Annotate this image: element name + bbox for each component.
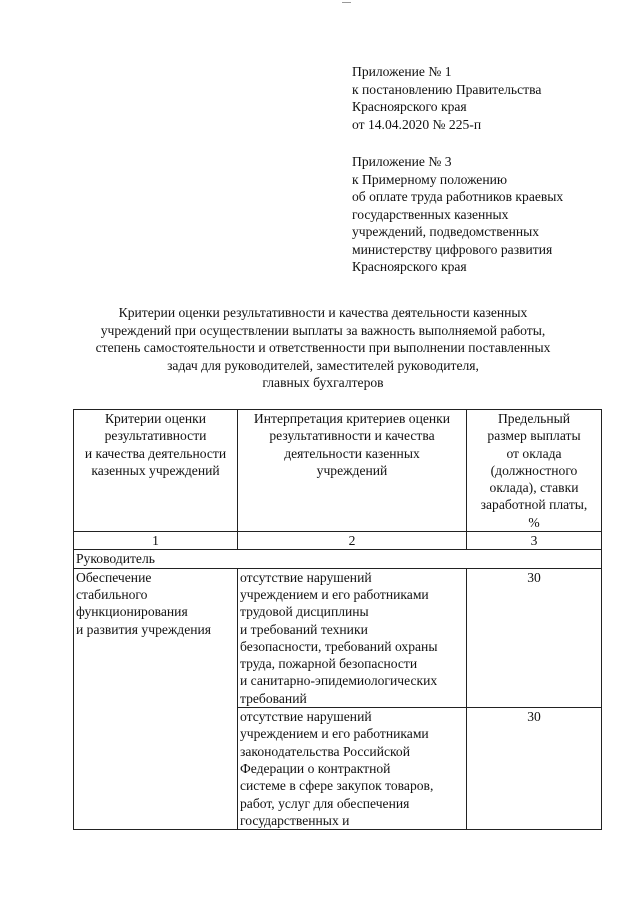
column-number: 2 xyxy=(238,532,467,550)
header-line: деятельности казенных xyxy=(284,445,420,461)
approval-line: Приложение № 1 xyxy=(352,64,452,79)
column-number: 3 xyxy=(467,532,602,550)
annex-line: министерству цифрового развития xyxy=(352,241,553,257)
column-number: 1 xyxy=(74,532,238,550)
criterion-line: и развития учреждения xyxy=(76,621,212,637)
title-line: учреждений при осуществлении выплаты за важность выполняемой работы, xyxy=(100,322,546,338)
approval-line: от 14.04.2020 № 225-п xyxy=(352,116,482,132)
criterion-cell xyxy=(74,568,238,829)
interpretation-line: учреждением и его работниками xyxy=(240,726,429,742)
page-mark xyxy=(342,2,351,3)
header-line: результативности xyxy=(104,428,207,444)
rate-cell: 30 xyxy=(467,568,602,707)
header-line: (должностного xyxy=(490,462,578,478)
interpretation-line: безопасности, требований охраны xyxy=(240,638,438,654)
table-header-row xyxy=(74,410,602,532)
interpretation-line: Федерации о контрактной xyxy=(240,760,391,776)
column-number-row xyxy=(74,532,602,550)
column-header-criteria xyxy=(74,410,238,532)
title-line: степень самостоятельности и ответственности при выполнении поставленных xyxy=(95,340,551,356)
document-title xyxy=(48,304,598,392)
column-header-interpretation xyxy=(238,410,467,532)
annex-line: государственных казенных xyxy=(352,206,509,222)
interpretation-line: и санитарно-эпидемиологических xyxy=(240,673,438,689)
interpretation-cell xyxy=(238,708,467,830)
annex-line: к Примерному положению xyxy=(352,171,508,187)
header-line: заработной платы, xyxy=(480,497,588,513)
section-label: Руководитель xyxy=(74,550,602,568)
interpretation-line: отсутствие нарушений xyxy=(240,709,372,725)
header-line: казенных учреждений xyxy=(91,462,220,478)
interpretation-line: трудовой дисциплины xyxy=(240,604,369,620)
approval-header xyxy=(352,63,632,276)
approval-line: Красноярского края xyxy=(352,99,467,114)
header-line: результативности и качества xyxy=(269,428,435,444)
criterion-line: стабильного xyxy=(76,586,148,602)
title-line: задач для руководителей, заместителей руководителя, xyxy=(167,357,479,373)
title-line: главных бухгалтеров xyxy=(262,375,384,391)
header-line: и качества деятельности xyxy=(84,445,227,461)
annex-line: об оплате труда работников краевых xyxy=(352,189,564,204)
header-line: % xyxy=(528,514,540,530)
interpretation-line: учреждением и его работниками xyxy=(240,586,429,602)
interpretation-cell xyxy=(238,568,467,707)
header-line: от оклада xyxy=(506,445,562,461)
table-row xyxy=(74,568,602,707)
interpretation-line: требований xyxy=(240,690,307,706)
header-line: Критерии оценки xyxy=(104,411,207,426)
annex-line: Красноярского края xyxy=(352,259,467,274)
interpretation-line: и требований техники xyxy=(240,621,368,637)
header-line: Интерпретация критериев оценки xyxy=(253,411,451,426)
approval-line: к постановлению Правительства xyxy=(352,81,542,97)
interpretation-line: работ, услуг для обеспечения xyxy=(240,795,410,811)
interpretation-line: государственных и xyxy=(240,812,350,828)
annex-line: учреждений, подведомственных xyxy=(352,224,540,239)
criterion-line: функционирования xyxy=(76,604,188,620)
header-line: учреждений xyxy=(316,462,388,478)
header-line: Предельный xyxy=(497,411,571,426)
interpretation-line: отсутствие нарушений xyxy=(240,569,372,585)
rate-cell: 30 xyxy=(467,708,602,830)
interpretation-line: законодательства Российской xyxy=(240,743,410,759)
interpretation-line: труда, пожарной безопасности xyxy=(240,656,418,672)
annex-line: Приложение № 3 xyxy=(352,154,452,169)
criterion-line: Обеспечение xyxy=(76,569,152,585)
title-line: Критерии оценки результативности и качества деятельности казенных xyxy=(118,305,528,320)
section-row xyxy=(74,550,602,568)
header-line: размер выплаты xyxy=(487,428,581,444)
header-line: оклада), ставки xyxy=(489,480,579,496)
criteria-table xyxy=(73,409,602,830)
interpretation-line: системе в сфере закупок товаров, xyxy=(240,778,434,794)
column-header-rate xyxy=(467,410,602,532)
